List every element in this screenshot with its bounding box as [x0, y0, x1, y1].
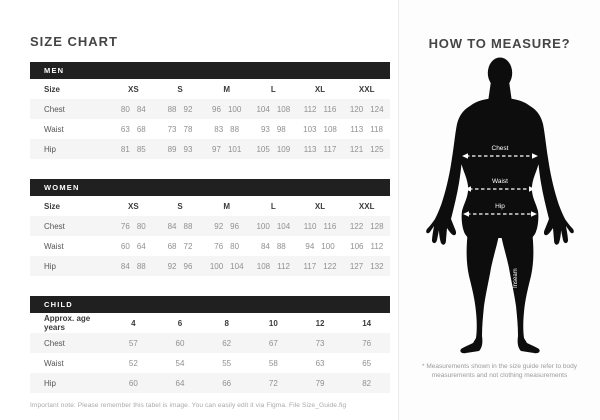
value: 113	[350, 124, 364, 134]
value-cell	[297, 262, 344, 271]
value: 97	[212, 144, 221, 154]
row-label: Waist	[44, 241, 64, 251]
size-column-header: 8	[224, 318, 229, 328]
value: 68	[136, 124, 146, 134]
measure-row-hip	[30, 373, 390, 393]
value-cell	[110, 125, 157, 134]
value: 100	[209, 261, 224, 271]
value-cell	[110, 105, 157, 114]
size-header-label: Size	[44, 84, 61, 94]
value-cell	[203, 125, 250, 134]
value: 83	[214, 124, 224, 134]
value-cell	[203, 145, 250, 154]
value: 88	[167, 104, 177, 114]
value: 122	[349, 221, 364, 231]
size-column-header: 6	[177, 318, 183, 328]
value: 100	[321, 241, 335, 251]
value-cell	[110, 379, 157, 388]
table-title-bar: MEN	[30, 62, 390, 79]
value-cell	[250, 339, 297, 348]
value: 118	[370, 124, 383, 134]
measure-row-waist	[30, 353, 390, 373]
size-column-header: L	[270, 201, 276, 211]
how-to-measure-pane	[398, 0, 600, 420]
value-cell	[157, 339, 204, 348]
value: 84	[136, 104, 146, 114]
size-column-header: XS	[128, 201, 139, 211]
value-cell	[343, 359, 390, 368]
value: 96	[183, 261, 193, 271]
value: 85	[136, 144, 146, 154]
value: 78	[183, 124, 193, 134]
value-cell	[343, 339, 390, 348]
value-cell	[203, 262, 250, 271]
inseam-label: Inseam	[513, 268, 519, 288]
value-cell	[203, 242, 250, 251]
value-cell	[343, 379, 390, 388]
important-note: Important note: Please remember this tabel is image. You can easily edit it via Figma. File Size_Guide.fig	[30, 402, 347, 409]
size-column-header: 12	[315, 318, 325, 328]
value-cell	[110, 222, 157, 231]
value: 113	[303, 144, 317, 154]
value: 112	[370, 241, 384, 251]
measure-row-waist	[30, 236, 390, 256]
row-label: Hip	[44, 261, 57, 271]
value: 96	[230, 221, 240, 231]
value-cell	[203, 379, 250, 388]
value: 76	[214, 241, 224, 251]
tables-container	[30, 62, 390, 393]
value-cell	[157, 125, 204, 134]
row-label: Chest	[44, 221, 65, 231]
value: 108	[276, 104, 291, 114]
size-column-header: 10	[268, 318, 278, 328]
value-cell	[343, 262, 390, 271]
value: 105	[256, 144, 270, 154]
value: 73	[315, 338, 325, 348]
value-cell	[297, 339, 344, 348]
value-cell	[343, 105, 390, 114]
size-column-header: XXL	[358, 84, 375, 94]
value: 128	[370, 221, 384, 231]
value-cell	[157, 222, 204, 231]
size-column-header: L	[270, 84, 276, 94]
row-label: Chest	[44, 338, 65, 348]
row-label: Chest	[44, 104, 65, 114]
value: 104	[276, 221, 291, 231]
value: 80	[120, 104, 130, 114]
size-column-header: 4	[131, 318, 136, 328]
value-cell	[110, 242, 157, 251]
value: 54	[175, 358, 185, 368]
value: 109	[276, 144, 291, 154]
value-cell	[250, 262, 297, 271]
value: 60	[120, 241, 130, 251]
value: 55	[222, 358, 232, 368]
row-label: Hip	[44, 144, 57, 154]
value-cell	[250, 145, 297, 154]
size-table-women	[30, 179, 390, 276]
value: 80	[136, 221, 146, 231]
value: 80	[230, 241, 240, 251]
value: 84	[120, 261, 130, 271]
size-table-men	[30, 62, 390, 159]
value: 60	[175, 338, 185, 348]
value: 94	[305, 241, 315, 251]
value: 52	[128, 358, 138, 368]
size-table-child	[30, 296, 390, 393]
measure-row-chest	[30, 333, 390, 353]
value-cell	[343, 145, 390, 154]
size-column-header: XL	[314, 201, 326, 211]
value: 122	[323, 261, 337, 271]
table-title-bar: WOMEN	[30, 179, 390, 196]
value: 125	[370, 144, 384, 154]
value-cell	[203, 339, 250, 348]
value-cell	[250, 105, 297, 114]
value: 88	[276, 241, 286, 251]
value: 108	[323, 124, 337, 134]
value: 64	[175, 378, 185, 388]
value: 100	[227, 104, 242, 114]
value-cell	[157, 105, 204, 114]
size-header-row	[30, 79, 390, 99]
measure-row-waist	[30, 119, 390, 139]
value: 64	[136, 241, 146, 251]
value: 76	[120, 221, 130, 231]
value: 112	[277, 261, 290, 271]
value: 84	[260, 241, 270, 251]
measure-row-hip	[30, 139, 390, 159]
value: 88	[136, 261, 146, 271]
footnote-line-2: measurements and not clothing measurements	[431, 372, 568, 379]
size-header-row	[30, 196, 390, 216]
value-cell	[157, 379, 204, 388]
value-cell	[250, 359, 297, 368]
value: 84	[167, 221, 177, 231]
value-cell	[157, 262, 204, 271]
table-title-bar: CHILD	[30, 296, 390, 313]
value: 103	[303, 124, 317, 134]
row-label: Waist	[44, 124, 64, 134]
value: 89	[167, 144, 177, 154]
value-cell	[157, 242, 204, 251]
value: 101	[227, 144, 242, 154]
value: 93	[260, 124, 270, 134]
row-label: Waist	[44, 358, 64, 368]
size-column-header: XS	[128, 84, 139, 94]
value: 117	[303, 261, 317, 271]
value: 116	[323, 221, 337, 231]
value-cell	[110, 145, 157, 154]
value: 104	[230, 261, 244, 271]
value-cell	[250, 125, 297, 134]
chest-label: Chest	[491, 145, 509, 152]
measure-row-hip	[30, 256, 390, 276]
value-cell	[203, 359, 250, 368]
value: 108	[256, 261, 271, 271]
value-cell	[250, 379, 297, 388]
value: 112	[303, 104, 317, 114]
how-to-measure-title: HOW TO MEASURE?	[428, 36, 571, 51]
value: 117	[323, 144, 337, 154]
size-column-header: M	[223, 201, 231, 211]
row-label: Hip	[44, 378, 57, 388]
value: 120	[349, 104, 364, 114]
value: 92	[183, 104, 193, 114]
size-column-header: M	[223, 84, 231, 94]
value: 73	[167, 124, 177, 134]
measurement-footnote	[407, 362, 592, 380]
value-cell	[250, 242, 297, 251]
value: 57	[128, 338, 138, 348]
value-cell	[343, 242, 390, 251]
value: 88	[183, 221, 193, 231]
value: 106	[350, 241, 364, 251]
value: 127	[349, 261, 364, 271]
value: 58	[268, 358, 278, 368]
value: 92	[214, 221, 224, 231]
value: 81	[120, 144, 130, 154]
value: 124	[370, 104, 384, 114]
size-column-header: 14	[362, 318, 372, 328]
size-header-label: Size	[44, 201, 61, 211]
value: 104	[256, 104, 270, 114]
value: 121	[349, 144, 364, 154]
size-column-header: S	[177, 84, 183, 94]
value-cell	[297, 379, 344, 388]
value-cell	[203, 222, 250, 231]
value: 116	[323, 104, 337, 114]
value-cell	[343, 222, 390, 231]
value: 79	[315, 378, 325, 388]
size-header-label: Approx. age years	[44, 314, 91, 332]
measure-row-chest	[30, 216, 390, 236]
page-title: SIZE CHART	[30, 34, 118, 49]
value: 66	[222, 378, 232, 388]
value: 110	[303, 221, 317, 231]
value-cell	[297, 222, 344, 231]
value-cell	[297, 359, 344, 368]
value-cell	[203, 105, 250, 114]
value: 88	[230, 124, 240, 134]
value: 65	[362, 358, 372, 368]
value: 96	[212, 104, 221, 114]
size-column-header: XL	[314, 84, 326, 94]
hip-label: Hip	[495, 203, 505, 210]
value: 76	[362, 338, 372, 348]
value-cell	[157, 359, 204, 368]
size-header-row	[30, 313, 390, 333]
size-column-header: XXL	[358, 201, 375, 211]
value: 63	[315, 358, 325, 368]
value: 100	[256, 221, 270, 231]
value: 60	[128, 378, 138, 388]
value-cell	[250, 222, 297, 231]
value-cell	[343, 125, 390, 134]
value-cell	[297, 105, 344, 114]
value: 98	[276, 124, 286, 134]
value-cell	[110, 359, 157, 368]
size-column-header: S	[177, 201, 183, 211]
value: 62	[222, 338, 232, 348]
arrow-left-icon	[465, 186, 471, 192]
value: 72	[183, 241, 193, 251]
waist-label: Waist	[491, 178, 509, 185]
value: 63	[120, 124, 130, 134]
arrow-right-icon	[529, 186, 535, 192]
value: 68	[167, 241, 177, 251]
value: 92	[167, 261, 177, 271]
value-cell	[297, 242, 344, 251]
value-cell	[157, 145, 204, 154]
measure-row-chest	[30, 99, 390, 119]
value: 72	[268, 378, 278, 388]
footnote-line-1: * Measurements shown in the size guide refer to body	[421, 363, 577, 370]
value-cell	[110, 262, 157, 271]
value-cell	[297, 145, 344, 154]
value: 82	[362, 378, 372, 388]
value-cell	[110, 339, 157, 348]
body-silhouette-figure	[420, 56, 580, 354]
value-cell	[297, 125, 344, 134]
value: 93	[183, 144, 193, 154]
value: 67	[268, 338, 278, 348]
value: 132	[370, 261, 384, 271]
